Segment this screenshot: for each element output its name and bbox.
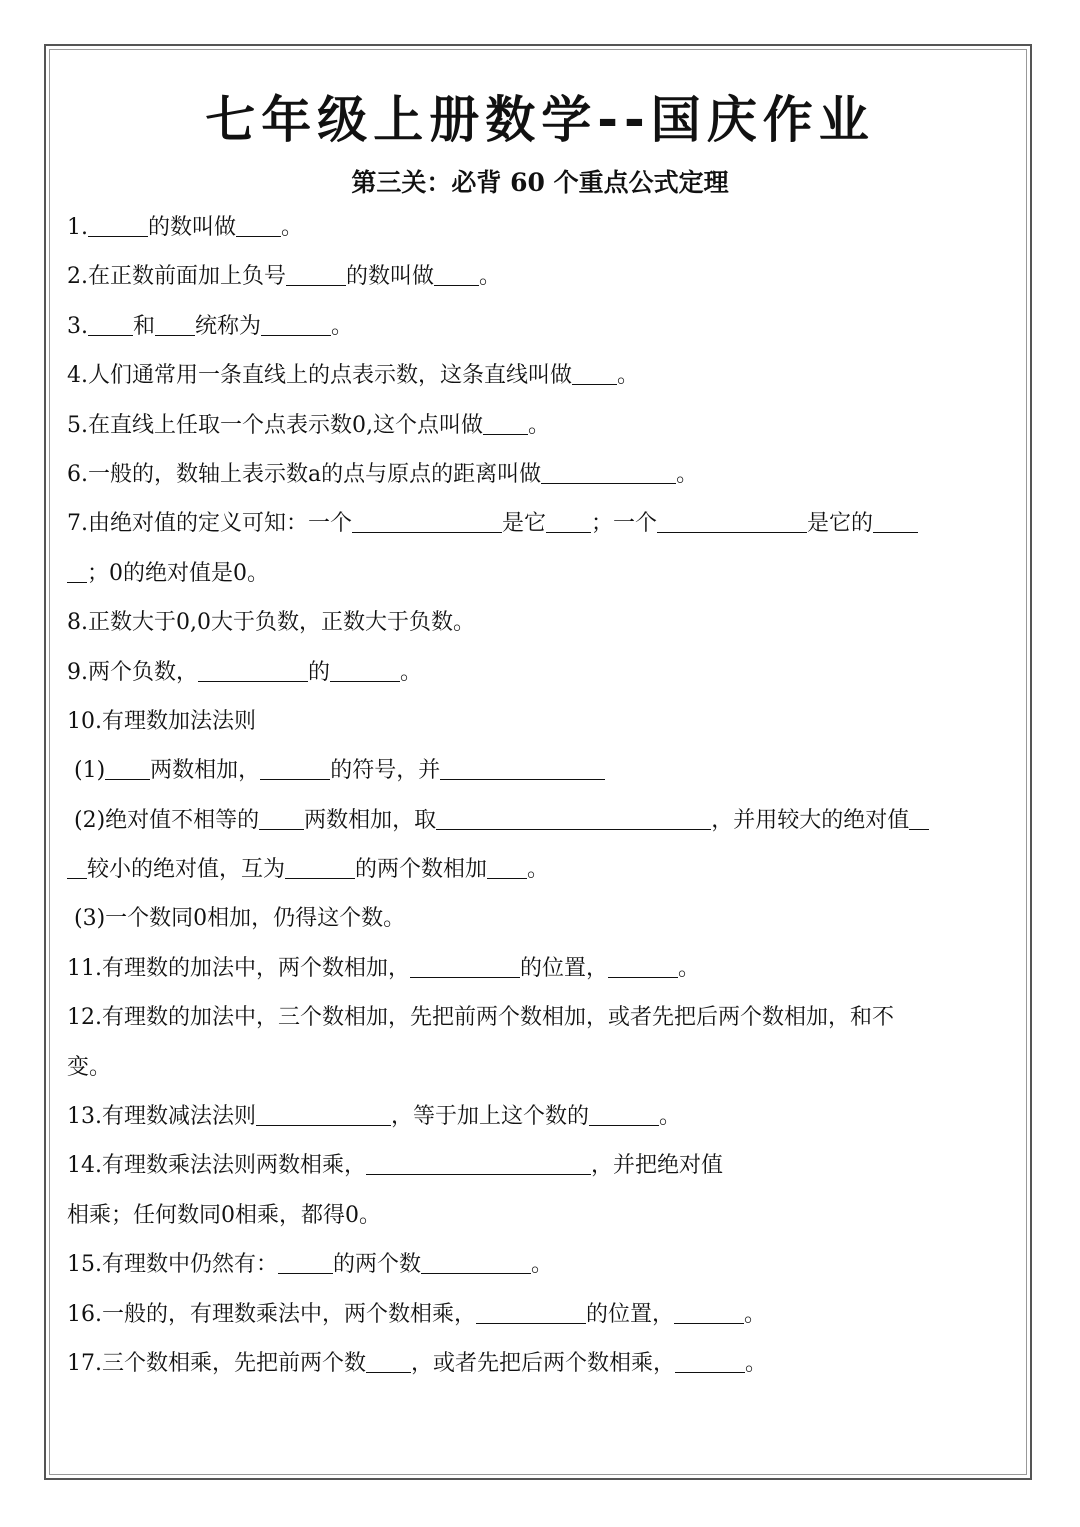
blank[interactable] xyxy=(873,510,918,533)
blank[interactable] xyxy=(155,313,195,336)
blank[interactable] xyxy=(330,659,400,682)
question-7: 7.由绝对值的定义可知：一个 是它 ；一个 是它的 xyxy=(67,499,1017,548)
blank[interactable] xyxy=(541,461,676,484)
blank[interactable] xyxy=(410,955,520,978)
question-13: 13.有理数减法法则 ，等于加上这个数的 。 xyxy=(67,1104,682,1130)
question-10-2: (2)绝对值不相等的 两数相加，取 ，并用较大的绝对值 xyxy=(67,796,1017,845)
blank[interactable] xyxy=(259,807,304,830)
question-12-cont: 变。 xyxy=(67,1054,112,1080)
question-12: 12.有理数的加法中，三个数相加，先把前两个数相加，或者先把后两个数相加，和不 xyxy=(67,1005,894,1031)
blank[interactable] xyxy=(67,560,87,583)
blank[interactable] xyxy=(674,1301,744,1324)
blank[interactable] xyxy=(256,1103,391,1126)
question-7-cont: ；0的绝对值是0。 xyxy=(67,549,1017,598)
question-14: 14.有理数乘法法则两数相乘， ，并把绝对值 xyxy=(67,1153,724,1179)
question-10: 10.有理数加法法则 xyxy=(67,708,256,734)
page-subtitle: 第三关：必背 60 个重点公式定理 xyxy=(351,168,729,197)
question-14-cont: 相乘；任何数同0相乘，都得0。 xyxy=(67,1202,381,1228)
question-10-1: (1) 两数相加， 的符号，并 xyxy=(67,746,1017,795)
blank[interactable] xyxy=(572,362,617,385)
blank[interactable] xyxy=(352,510,502,533)
question-10-2-cont: 较小的绝对值，互为 的两个数相加 。 xyxy=(67,845,1017,894)
question-1: 1. 的数叫做 。 xyxy=(67,215,304,240)
blank[interactable] xyxy=(675,1350,745,1373)
blank[interactable] xyxy=(366,1350,411,1373)
question-4: 4.人们通常用一条直线上的点表示数，这条直线叫做 。 xyxy=(67,363,640,389)
blank[interactable] xyxy=(260,757,330,780)
question-15: 15.有理数中仍然有： 的两个数 。 xyxy=(67,1252,554,1278)
question-8: 8.正数大于0,0大于负数，正数大于负数。 xyxy=(67,610,475,636)
blank[interactable] xyxy=(261,313,331,336)
blank[interactable] xyxy=(476,1301,586,1324)
blank[interactable] xyxy=(657,510,807,533)
blank[interactable] xyxy=(546,510,591,533)
blank[interactable] xyxy=(436,807,711,830)
blank[interactable] xyxy=(434,263,479,286)
question-17: 17.三个数相乘，先把前两个数 ，或者先把后两个数相乘， 。 xyxy=(67,1350,768,1376)
blank[interactable] xyxy=(366,1152,591,1175)
blank[interactable] xyxy=(105,757,150,780)
blank[interactable] xyxy=(487,856,527,879)
question-10-3: (3)一个数同0相加，仍得这个数。 xyxy=(74,906,406,932)
blank[interactable] xyxy=(608,955,678,978)
blank[interactable] xyxy=(67,856,87,879)
blank[interactable] xyxy=(88,214,148,237)
blank[interactable] xyxy=(88,313,133,336)
question-3: 3. 和 统称为 。 xyxy=(67,313,354,339)
question-2: 2.在正数前面加上负号 的数叫做 。 xyxy=(67,264,502,290)
page-title: 七年级上册数学--国庆作业 xyxy=(205,91,875,149)
blank[interactable] xyxy=(198,659,308,682)
blank[interactable] xyxy=(483,412,528,435)
blank[interactable] xyxy=(286,263,346,286)
question-9: 9.两个负数， 的 。 xyxy=(67,659,423,685)
blank[interactable] xyxy=(909,807,929,830)
blank[interactable] xyxy=(589,1103,659,1126)
question-16: 16.一般的，有理数乘法中，两个数相乘， 的位置， 。 xyxy=(67,1301,767,1327)
blank[interactable] xyxy=(285,856,355,879)
question-11: 11.有理数的加法中，两个数相加， 的位置， 。 xyxy=(67,955,701,981)
question-5: 5.在直线上任取一个点表示数0,这个点叫做 。 xyxy=(67,412,550,438)
blank[interactable] xyxy=(278,1251,333,1274)
question-6: 6.一般的，数轴上表示数a的点与原点的距离叫做 。 xyxy=(67,461,699,487)
blank[interactable] xyxy=(421,1251,531,1274)
question-list xyxy=(67,203,1017,1388)
blank[interactable] xyxy=(440,757,605,780)
blank[interactable] xyxy=(236,214,281,237)
